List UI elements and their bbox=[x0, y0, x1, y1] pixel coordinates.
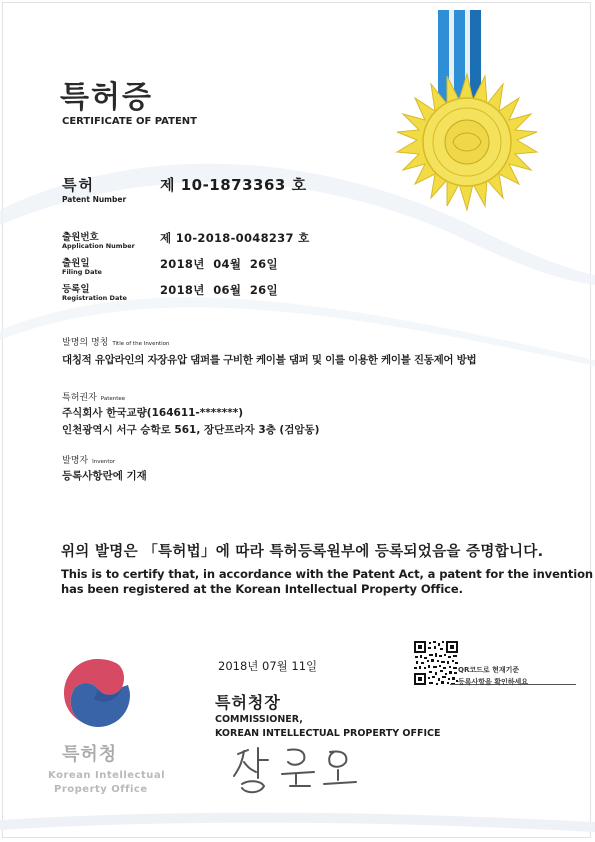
invention-title-label-ko: 발명의 명칭 bbox=[62, 338, 109, 348]
commissioner-title-en-line1: COMMISSIONER, bbox=[215, 714, 303, 725]
patentee-address: 인천광역시 서구 승학로 561, 장단프라자 3층 (검암동) bbox=[62, 424, 320, 436]
invention-title-label bbox=[62, 335, 169, 348]
application-number-value: 제 10-2018-0048237 호 bbox=[160, 231, 310, 245]
inventor-label-en: Inventor bbox=[92, 459, 116, 465]
gold-seal-ribbon bbox=[395, 10, 550, 225]
registration-date-label-en: Registration Date bbox=[62, 294, 127, 302]
patentee-label bbox=[62, 390, 125, 403]
filing-date-value: 2018년 04월 26일 bbox=[160, 257, 278, 271]
filing-date-label-en: Filing Date bbox=[62, 268, 102, 276]
kipo-logo bbox=[60, 655, 134, 737]
qr-note-line1: QR코드로 현재기준 bbox=[458, 666, 520, 674]
inventor-label bbox=[62, 453, 115, 466]
commissioner-title-ko: 특허청장 bbox=[215, 693, 281, 712]
patent-number-label-en: Patent Number bbox=[62, 195, 127, 204]
kipo-name-en-line1: Korean Intellectual bbox=[48, 770, 166, 781]
registration-date-value: 2018년 06월 26일 bbox=[160, 283, 278, 297]
document-title: 특허증 bbox=[60, 80, 153, 115]
patentee-label-ko: 특허권자 bbox=[62, 393, 97, 403]
invention-title-value: 대칭적 유압라인의 자장유압 댐퍼를 구비한 케이블 댐퍼 및 이를 이용한 케이블 진동제어 방법 bbox=[62, 354, 477, 366]
qr-note-line2: 등록사항을 확인하세요 bbox=[458, 678, 529, 686]
patent-number-label: 특허 bbox=[62, 176, 95, 194]
certification-statement-en-line2: has been registered at the Korean Intellectual Property Office. bbox=[61, 582, 463, 596]
filing-date-label: 출원일 bbox=[62, 258, 90, 269]
qr-code[interactable] bbox=[413, 640, 459, 686]
certification-statement-en-line1: This is to certify that, in accordance with the Patent Act, a patent for the invention bbox=[61, 567, 593, 581]
inventor-value: 등록사항란에 기재 bbox=[62, 470, 147, 482]
commissioner-title-en-line2: KOREAN INTELLECTUAL PROPERTY OFFICE bbox=[215, 728, 441, 739]
commissioner-signature bbox=[230, 740, 390, 800]
patentee-name: 주식회사 한국교량(164611-*******) bbox=[62, 407, 244, 419]
patentee-label-en: Patentee bbox=[100, 396, 126, 402]
application-number-label-en: Application Number bbox=[62, 242, 135, 250]
issue-date: 2018년 07월 11일 bbox=[218, 659, 318, 673]
registration-date-label: 등록일 bbox=[62, 284, 90, 295]
application-number-label: 출원번호 bbox=[62, 232, 99, 243]
patent-number-value: 제 10-1873363 호 bbox=[160, 176, 307, 194]
kipo-name-ko: 특허청 bbox=[62, 744, 118, 765]
invention-title-label-en: Title of the Invention bbox=[112, 341, 170, 347]
inventor-label-ko: 발명자 bbox=[62, 456, 89, 466]
certification-statement-ko: 위의 발명은 「특허법」에 따라 특허등록원부에 등록되었음을 증명합니다. bbox=[61, 544, 544, 560]
kipo-name-en-line2: Property Office bbox=[54, 784, 148, 795]
document-subtitle: CERTIFICATE OF PATENT bbox=[62, 116, 197, 127]
